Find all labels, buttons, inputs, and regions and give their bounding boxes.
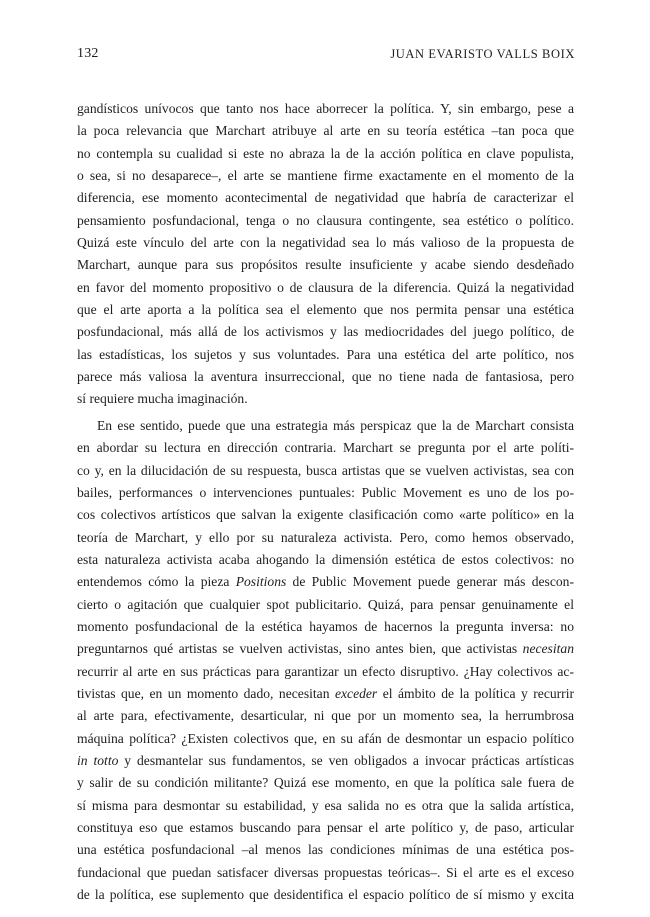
text-run: fundacional que puedan satisfacer diversas propuestas teóricas–. Si el arte es el exceso <box>77 864 574 880</box>
text-line <box>77 839 574 861</box>
text-run: posfundacional, más allá de los activismos y las mediocridades del juego político, de <box>77 324 574 340</box>
text-line <box>77 571 574 593</box>
text-run: bailes, performances o intervenciones puntuales: Public Movement es uno de los po- <box>77 484 574 500</box>
text-run: y salir de su condición militante? Quizá ese momento, en que la política sale fuera de <box>77 775 574 791</box>
text-run: sí misma para desmontar su estabilidad, y esa salida no es otra que la salida artística, <box>77 797 574 813</box>
text-run: máquina política? ¿Existen colectivos que, en su afán de desmontar un espacio político <box>77 730 574 746</box>
text-run: momento posfundacional de la estética hayamos de hacernos la pregunta inversa: no <box>77 618 574 634</box>
paragraph <box>77 98 574 411</box>
text-line <box>77 460 574 482</box>
text-run: de la política, ese suplemento que desidentifica el espacio político de sí mismo y excita <box>77 887 574 903</box>
italic-text: exceder <box>334 685 378 701</box>
text-line <box>77 232 574 254</box>
text-line <box>77 165 574 187</box>
text-line <box>77 120 574 142</box>
text-run: o sea, si no desaparece–, el arte se mantiene firme exactamente en el momento de la <box>77 168 574 184</box>
text-line <box>77 594 574 616</box>
text-line <box>77 210 574 232</box>
italic-text: in totto <box>77 752 119 768</box>
text-run: que el arte aporta a la política sea el elemento que nos permita pensar una estética <box>77 302 574 318</box>
text-run: y desmantelar sus fundamentos, se ven obligados a invocar prácticas artísticas <box>118 752 574 768</box>
text-line <box>77 862 574 884</box>
italic-text: Positions <box>235 574 287 590</box>
text-run: en abordar su lectura en dirección contraria. Marchart se pregunta por el arte políti- <box>77 440 574 456</box>
text-line <box>77 254 574 276</box>
text-line <box>77 482 574 504</box>
text-run: una estética posfundacional –al menos las condiciones mínimas de una estética pos- <box>77 842 574 858</box>
text-line <box>77 661 574 683</box>
text-line <box>77 817 574 839</box>
page-number: 132 <box>77 46 99 61</box>
text-run: recurrir al arte en sus prácticas para garantizar un efecto disruptivo. ¿Hay colectivos ac- <box>77 663 574 679</box>
text-line <box>77 388 574 410</box>
text-run: Quizá este vínculo del arte con la negatividad sea lo más valioso de la propuesta de <box>77 235 574 251</box>
text-line <box>77 344 574 366</box>
text-line <box>77 321 574 343</box>
text-run: tivistas que, en un momento dado, necesitan <box>77 685 335 701</box>
running-head <box>77 46 575 68</box>
text-run: la poca relevancia que Marchart atribuye al arte en su teoría estética –tan poca que <box>77 123 574 139</box>
running-head-author: JUAN EVARISTO VALLS BOIX <box>390 47 575 61</box>
text-line <box>77 299 574 321</box>
text-line <box>77 549 574 571</box>
text-run: las estadísticas, los sujetos y sus voluntades. Para una estética del arte político, nos <box>77 346 574 362</box>
text-run: entendemos cómo la pieza <box>77 574 236 590</box>
text-line <box>77 705 574 727</box>
text-run: en favor del momento propositivo o de clausura de la diferencia. Quizá la negatividad <box>77 279 574 295</box>
text-run: el ámbito de la política y recurrir <box>377 685 575 701</box>
paragraph <box>77 415 574 907</box>
text-run: Marchart, aunque para sus propósitos resulte insuficiente y acabe siendo desdeñado <box>77 257 574 273</box>
text-run: constituya eso que estamos buscando para pensar el arte político y, de paso, articular <box>77 820 574 835</box>
text-run: cos colectivos artísticos que salvan la exigente clasificación como «arte político» en la <box>77 507 574 523</box>
text-run: co y, en la dilucidación de su respuesta, busca artistas que se vuelven activistas, sea con <box>77 462 574 478</box>
text-run: sí requiere mucha imaginación. <box>77 391 248 407</box>
text-run: teoría de Marchart, y ello por su naturaleza activista. Pero, como hemos observado, <box>77 529 574 545</box>
text-line <box>77 415 574 437</box>
text-line <box>77 143 574 165</box>
text-run: diferencia, ese momento acontecimental de negatividad que habría de caracterizar el <box>77 190 574 206</box>
text-line <box>77 366 574 388</box>
text-run: pensamiento posfundacional, tenga o no clausura contingente, sea estético o político. <box>77 212 574 228</box>
text-line <box>77 683 574 705</box>
text-line <box>77 795 574 817</box>
text-line <box>77 728 574 750</box>
text-line <box>77 772 574 794</box>
text-run: parece más valiosa la aventura insurreccional, que no tiene nada de fantasiosa, pero <box>77 369 574 385</box>
text-run: En ese sentido, puede que una estrategia más perspicaz que la de Marchart consista <box>97 417 574 433</box>
text-run: de Public Movement puede generar más descon- <box>286 574 574 590</box>
text-line <box>77 884 574 906</box>
text-run: al arte para, efectivamente, desarticular, ni que por un momento sea, la herrumbrosa <box>77 708 574 724</box>
text-run: gandísticos unívocos que tanto nos hace aborrecer la política. Y, sin embargo, pese a <box>77 101 574 116</box>
text-line <box>77 277 574 299</box>
text-line <box>77 616 574 638</box>
text-line <box>77 437 574 459</box>
text-line <box>77 504 574 526</box>
text-line <box>77 638 574 660</box>
italic-text: necesitan <box>522 641 574 657</box>
text-run: no contempla su cualidad si este no abraza la de la acción política en clave populista, <box>77 145 574 161</box>
text-run: cierto o agitación que cualquier spot publicitario. Quizá, para pensar genuinamente el <box>77 596 574 612</box>
text-run: esta naturaleza activista acaba ahogando la dimensión estética de estos colectivos: no <box>77 551 574 567</box>
text-line <box>77 98 574 120</box>
text-line <box>77 527 574 549</box>
text-line <box>77 750 574 772</box>
text-line <box>77 187 574 209</box>
body-text <box>77 98 574 906</box>
text-run: preguntarnos qué artistas se vuelven activistas, sino antes bien, que activistas <box>77 641 523 657</box>
